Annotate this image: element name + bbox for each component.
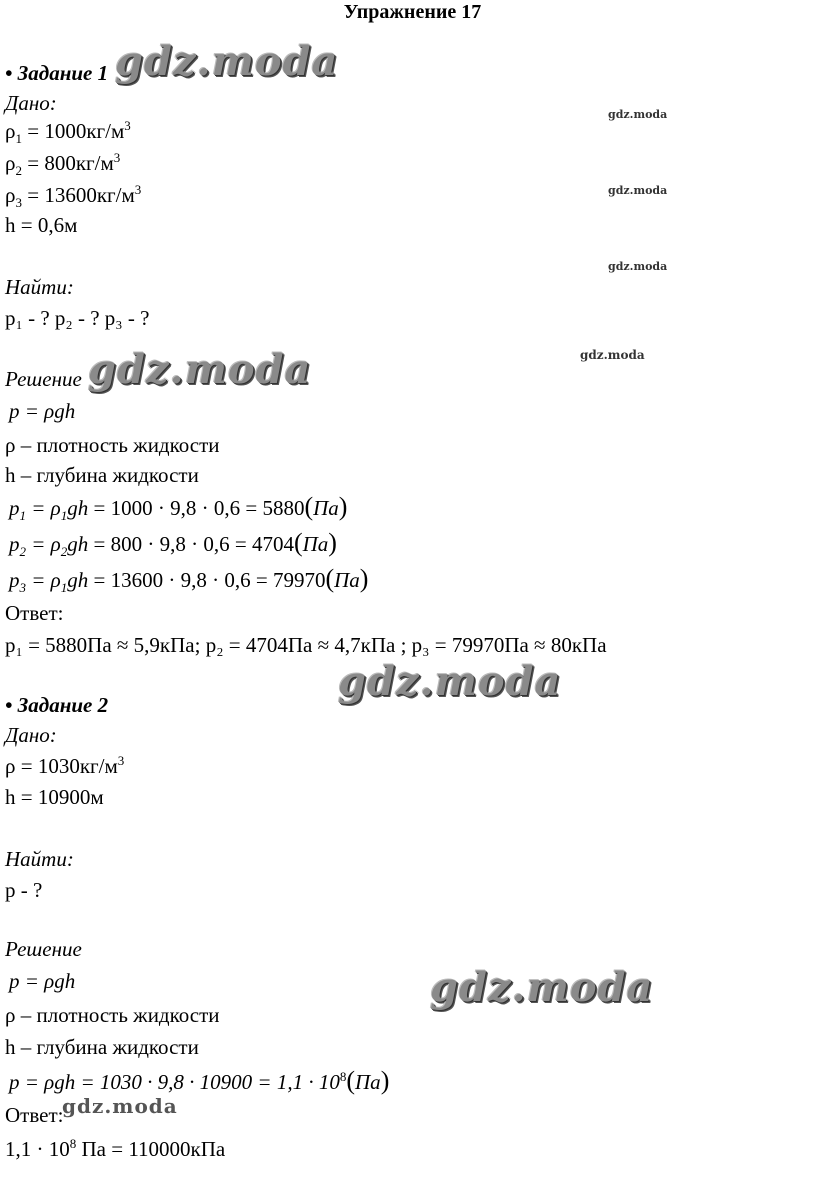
- task2-formula: p = ρgh: [9, 969, 76, 993]
- task2-find-label: Найти:: [5, 847, 74, 871]
- task2-h-def: h – глубина жидкости: [5, 1035, 199, 1059]
- watermark-small: gdz.moda: [580, 348, 645, 362]
- task1-eq3: $p_3 = \rho_1gh = 13600 \cdot 9,8 \cdot 0,6 = 79970(Па)$: [9, 564, 369, 596]
- task2-heading: • Задание 2: [5, 693, 109, 717]
- task1-find: p₁ - ? p₂ - ? p₃ - ?: [5, 306, 150, 330]
- watermark-small: gdz.moda: [608, 184, 668, 197]
- task1-rho3: $\rho_3 = 13600кг/м^3$: [5, 182, 142, 211]
- task2-h: h = 10900м: [5, 785, 104, 809]
- watermark-small: gdz.moda: [608, 108, 668, 121]
- task1-answer: p₁ = 5880Па ≈ 5,9кПа; p₂ = 4704Па ≈ 4,7кПа ; p₃ = 79970Па ≈ 80кПа: [5, 633, 607, 657]
- watermark-large: gdz.moda: [115, 38, 339, 85]
- task1-formula: p = ρgh: [9, 399, 76, 423]
- task1-eq1: $p_1 = \rho_1gh = 1000 \cdot 9,8 \cdot 0,6 = 5880(Па)$: [9, 492, 348, 524]
- task2-answer-label: Ответ:: [5, 1103, 64, 1127]
- task2-rho: $\rho = 1030кг/м^3$: [5, 753, 125, 778]
- task2-rho-def: ρ – плотность жидкости: [5, 1003, 220, 1027]
- task1-rho-def: ρ – плотность жидкости: [5, 433, 220, 457]
- task1-solution-label: Решение: [5, 367, 82, 391]
- task1-h-def: h – глубина жидкости: [5, 463, 199, 487]
- task1-answer-label: Ответ:: [5, 601, 64, 625]
- task1-rho1: $\rho_1 = 1000кг/м^3$: [5, 118, 131, 147]
- task2-solution-label: Решение: [5, 937, 82, 961]
- task2-given-label: Дано:: [5, 723, 57, 747]
- task2-find: p - ?: [5, 878, 43, 902]
- task1-h: h = 0,6м: [5, 213, 78, 237]
- task2-answer: $1,1 \cdot 10^8$ Па = 110000кПа: [5, 1136, 226, 1161]
- task1-eq2: $p_2 = \rho_2gh = 800 \cdot 9,8 \cdot 0,6 = 4704(Па)$: [9, 528, 337, 560]
- watermark-large: gdz.moda: [338, 658, 562, 705]
- task1-find-label: Найти:: [5, 275, 74, 299]
- task1-given-label: Дано:: [5, 91, 57, 115]
- task1-rho2: $\rho_2 = 800кг/м^3$: [5, 150, 121, 179]
- task2-eq: $p = \rho gh = 1030 \cdot 9,8 \cdot 10900 = 1,1 \cdot 10^8(Па)$: [9, 1066, 390, 1095]
- watermark-medium: gdz.moda: [62, 1094, 178, 1118]
- exercise-title: Упражнение 17: [343, 1, 482, 23]
- task1-heading: • Задание 1: [5, 61, 109, 85]
- watermark-large: gdz.moda: [88, 346, 312, 393]
- watermark-large: gdz.moda: [430, 964, 654, 1011]
- watermark-small: gdz.moda: [608, 260, 668, 273]
